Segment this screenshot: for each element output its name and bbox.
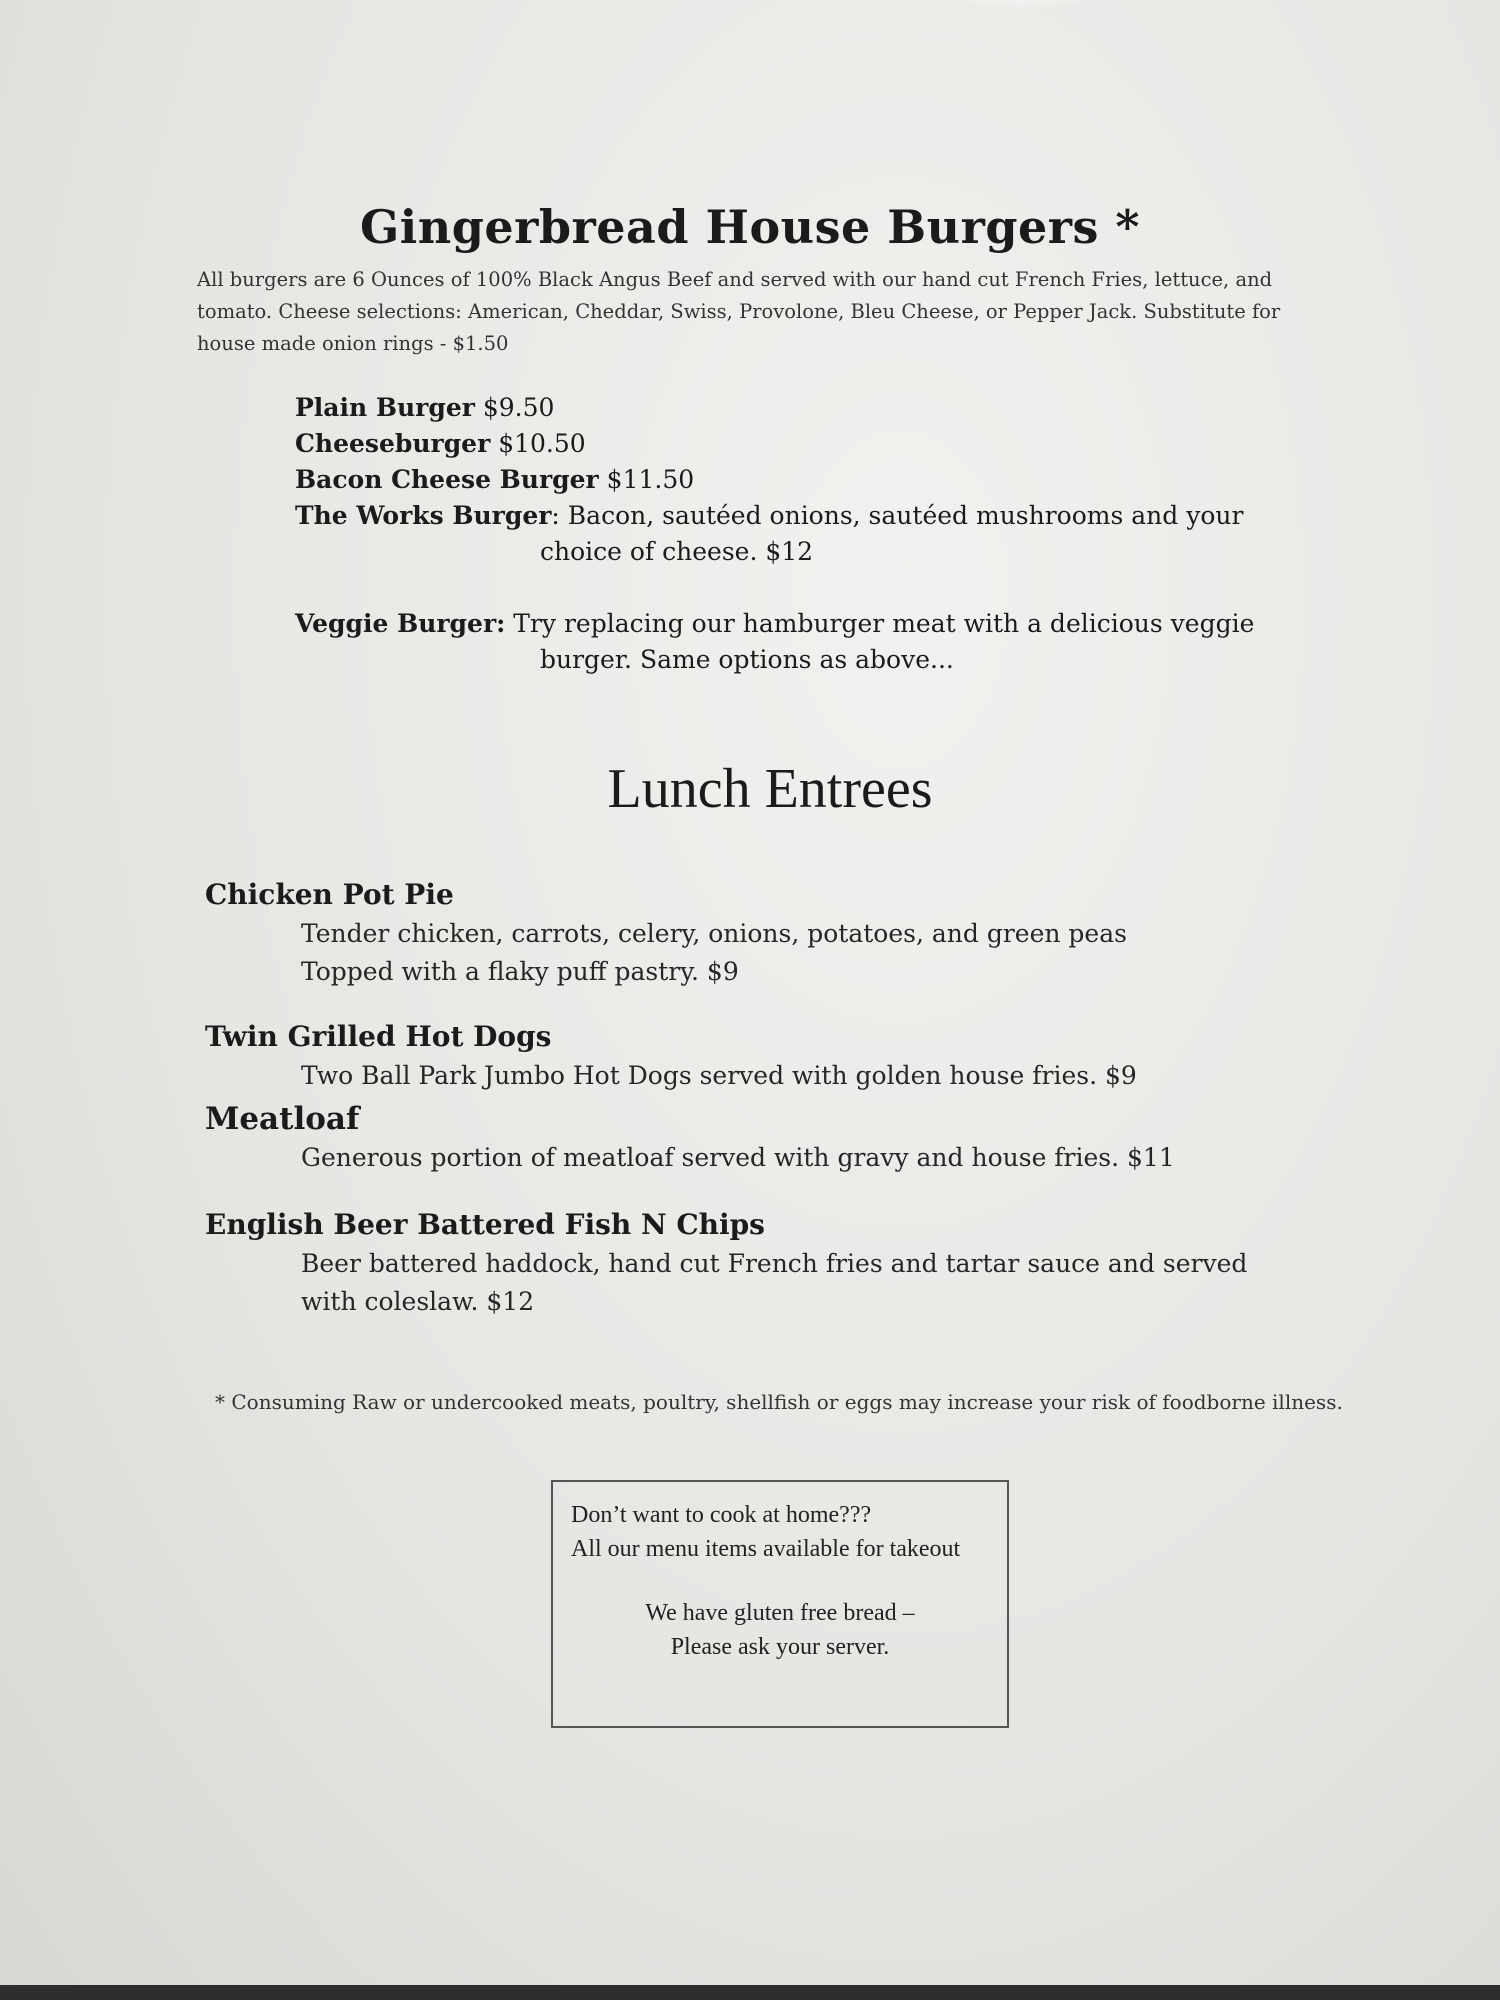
entree-desc-line: Topped with a flaky puff pastry. $9	[301, 957, 739, 986]
takeout-notice-box	[551, 1480, 1009, 1728]
entree-desc-line: Beer battered haddock, hand cut French fries and tartar sauce and served	[301, 1249, 1248, 1278]
burger-item-plain	[295, 390, 1315, 426]
burger-name: Veggie Burger:	[295, 609, 506, 638]
burger-desc-line: Try replacing our hamburger meat with a delicious veggie	[505, 609, 1255, 638]
burger-name: The Works Burger	[295, 501, 552, 530]
table-edge	[0, 1985, 1500, 2000]
entree-name: English Beer Battered Fish N Chips	[205, 1208, 765, 1241]
burger-desc-line: choice of cheese. $12	[540, 537, 814, 566]
burgers-section-title: Gingerbread House Burgers *	[360, 200, 1140, 254]
entree-name: Chicken Pot Pie	[205, 878, 454, 911]
entree-hot-dogs	[205, 1017, 1355, 1095]
burger-price: $10.50	[498, 429, 586, 458]
burger-name: Bacon Cheese Burger	[295, 465, 599, 494]
entree-desc-line: Generous portion of meatloaf served with gravy and house fries. $11	[301, 1143, 1175, 1172]
burger-name: Cheeseburger	[295, 429, 491, 458]
burger-item-veggie	[295, 606, 1315, 678]
burger-desc-line: : Bacon, sautéed onions, sautéed mushrooms and your	[551, 501, 1244, 530]
entree-desc-line: Tender chicken, carrots, celery, onions, potatoes, and green peas	[301, 919, 1127, 948]
burger-list	[295, 390, 1315, 678]
takeout-line: Don’t want to cook at home???	[571, 1502, 872, 1528]
burger-price: $11.50	[606, 465, 695, 494]
takeout-line: All our menu items available for takeout	[571, 1536, 961, 1562]
entree-name: Meatloaf	[205, 1101, 360, 1137]
entree-list	[205, 875, 1355, 1321]
entree-chicken-pot-pie	[205, 875, 1355, 991]
gluten-free-line: We have gluten free bread –	[645, 1600, 915, 1626]
burger-desc-line: burger. Same options as above...	[540, 645, 954, 674]
burger-item-bacon-cheese	[295, 462, 1315, 498]
burger-item-works	[295, 498, 1315, 570]
entree-desc-line: with coleslaw. $12	[301, 1287, 535, 1316]
entree-desc-line: Two Ball Park Jumbo Hot Dogs served with golden house fries. $9	[301, 1061, 1137, 1090]
light-glare	[930, 0, 1110, 10]
burgers-intro-text: All burgers are 6 Ounces of 100% Black Angus Beef and served with our hand cut French Fries, lettuce, and tomato. Cheese selections: American, Cheddar, Swiss, Provolone, Bleu Cheese, or Pepper Jack. Substitute for house made onion rings - $1.50	[197, 268, 1281, 355]
gluten-free-line: Please ask your server.	[670, 1634, 890, 1660]
entree-fish-n-chips	[205, 1205, 1355, 1321]
burger-name: Plain Burger	[295, 393, 475, 422]
burger-price: $9.50	[482, 393, 555, 422]
entree-meatloaf	[205, 1099, 1355, 1177]
entree-name: Twin Grilled Hot Dogs	[205, 1020, 552, 1053]
burger-item-cheese	[295, 426, 1315, 462]
raw-food-footnote: * Consuming Raw or undercooked meats, poultry, shellfish or eggs may increase your risk of foodborne illness.	[215, 1390, 1343, 1414]
lunch-section-title: Lunch Entrees	[607, 758, 933, 820]
